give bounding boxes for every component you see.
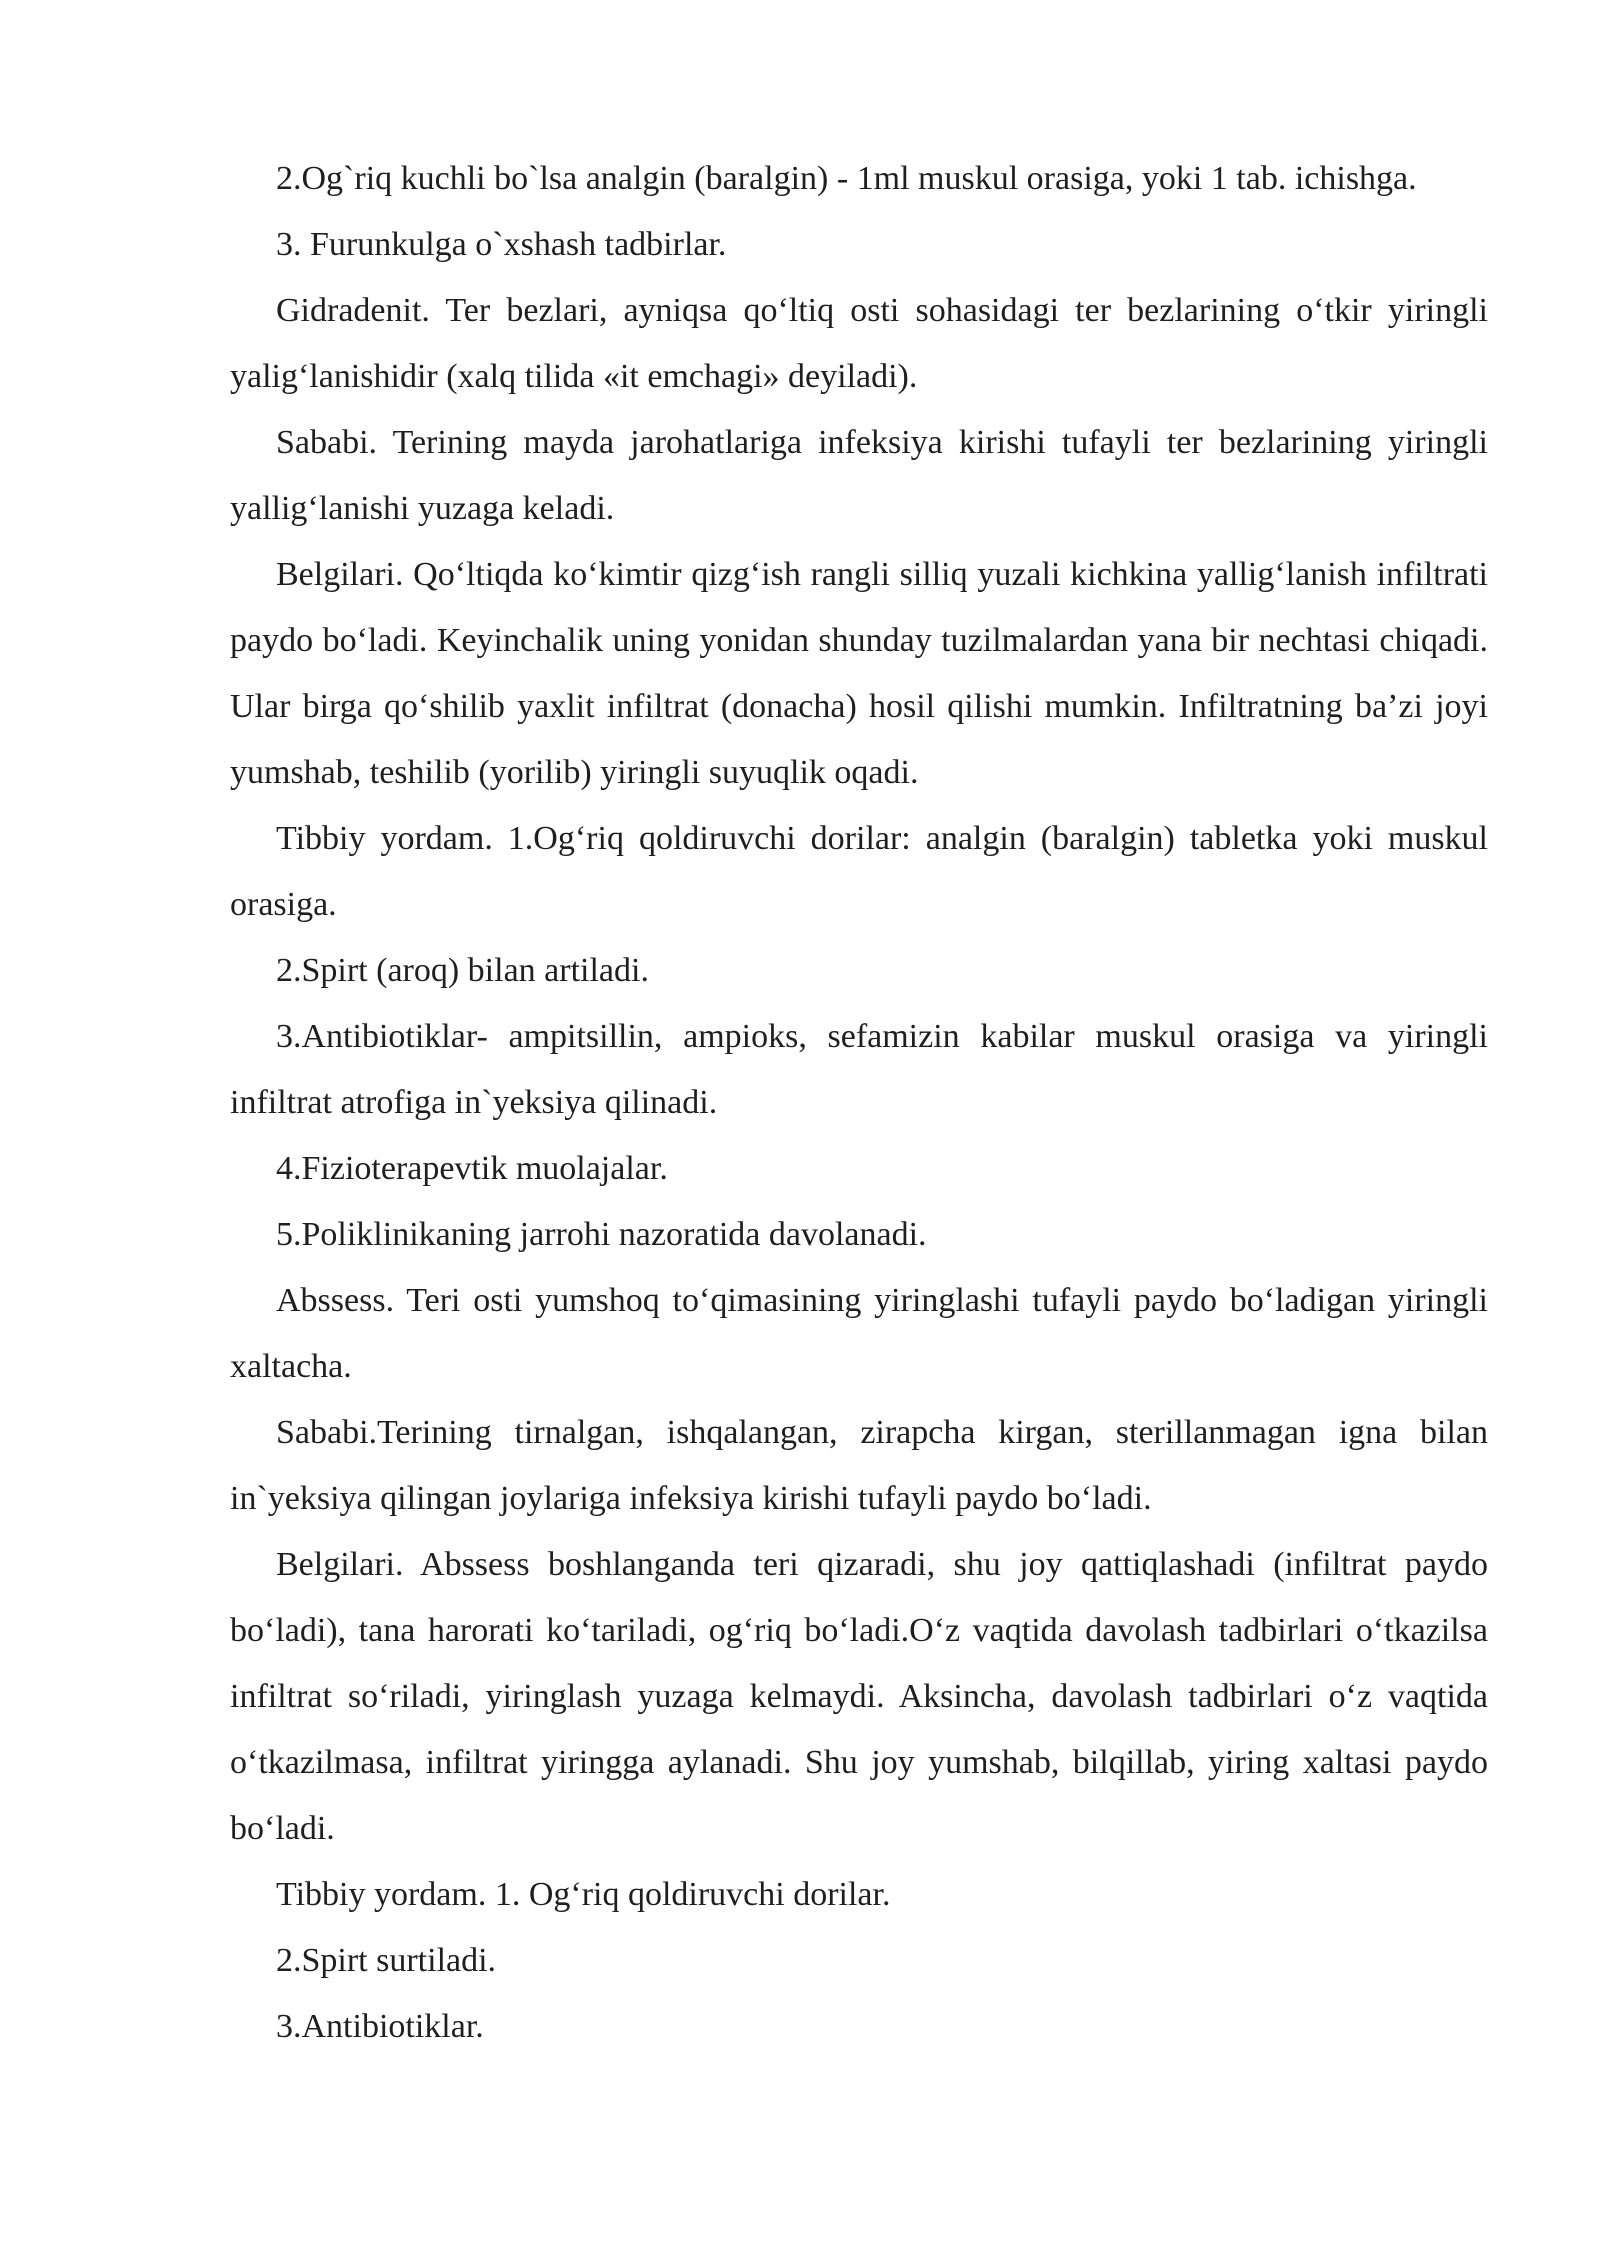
paragraph: 2.Og`riq kuchli bo`lsa analgin (baralgin) - 1ml muskul orasiga, yoki 1 tab. ichishga. — [276, 160, 1417, 197]
paragraph: Belgilari. Abssess boshlanganda teri qizaradi, shu joy qattiqlashadi (infiltrat paydo bo‘ladi), tana harorati ko‘tariladi, og‘riq bo‘ladi.O‘z vaqtida davolash tadbirlari o‘tkazilsa infiltrat so‘riladi, yiringlash yuzaga kelmaydi. Aksincha, davolash tadbirlari o‘z vaqtida o‘tkazilmasa, infiltrat yiringga aylanadi. Shu joy yumshab, bilqillab, yiring xaltasi paydo bo‘ladi. — [230, 1546, 1488, 1847]
paragraph: Tibbiy yordam. 1. Og‘riq qoldiruvchi dorilar. — [276, 1876, 891, 1913]
paragraph: Abssess. Teri osti yumshoq to‘qimasining yiringlashi tufayli paydo bo‘ladigan yiringli xaltacha. — [230, 1282, 1488, 1385]
paragraph: 3.Antibiotiklar. — [276, 2008, 484, 2045]
paragraph: 5.Poliklinikaning jarrohi nazoratida davolanadi. — [276, 1216, 927, 1253]
paragraph: Tibbiy yordam. 1.Og‘riq qoldiruvchi dorilar: analgin (baralgin) tabletka yoki muskul orasiga. — [230, 820, 1488, 923]
paragraph: Gidradenit. Ter bezlari, ayniqsa qo‘ltiq osti sohasidagi ter bezlarining o‘tkir yiringli yalig‘lanishidir (xalq tilida «it emchagi» deyiladi). — [230, 292, 1488, 395]
paragraph: 3.Antibiotiklar- ampitsillin, ampioks, sefamizin kabilar muskul orasiga va yiringli infiltrat atrofiga in`yeksiya qilinadi. — [230, 1018, 1488, 1121]
paragraph: 2.Spirt surtiladi. — [276, 1942, 497, 1979]
paragraph: Sababi. Terining mayda jarohatlariga infeksiya kirishi tufayli ter bezlarining yiringli yallig‘lanishi yuzaga keladi. — [230, 424, 1488, 527]
paragraph: 2.Spirt (aroq) bilan artiladi. — [276, 952, 649, 989]
document-body — [230, 146, 1488, 2060]
paragraph: 3. Furunkulga o`xshash tadbirlar. — [276, 226, 727, 263]
paragraph: 4.Fizioterapevtik muolajalar. — [276, 1150, 668, 1187]
paragraph: Sababi.Terining tirnalgan, ishqalangan, zirapcha kirgan, sterillanmagan igna bilan in`yeksiya qilingan joylariga infeksiya kirishi tufayli paydo bo‘ladi. — [230, 1414, 1488, 1517]
paragraph: Belgilari. Qo‘ltiqda ko‘kimtir qizg‘ish rangli silliq yuzali kichkina yallig‘lanish infiltrati paydo bo‘ladi. Keyinchalik uning yonidan shunday tuzilmalardan yana bir nechtasi chiqadi. Ular birga qo‘shilib yaxlit infiltrat (donacha) hosil qilishi mumkin. Infiltratning ba’zi joyi yumshab, teshilib (yorilib) yiringli suyuqlik oqadi. — [230, 556, 1488, 791]
